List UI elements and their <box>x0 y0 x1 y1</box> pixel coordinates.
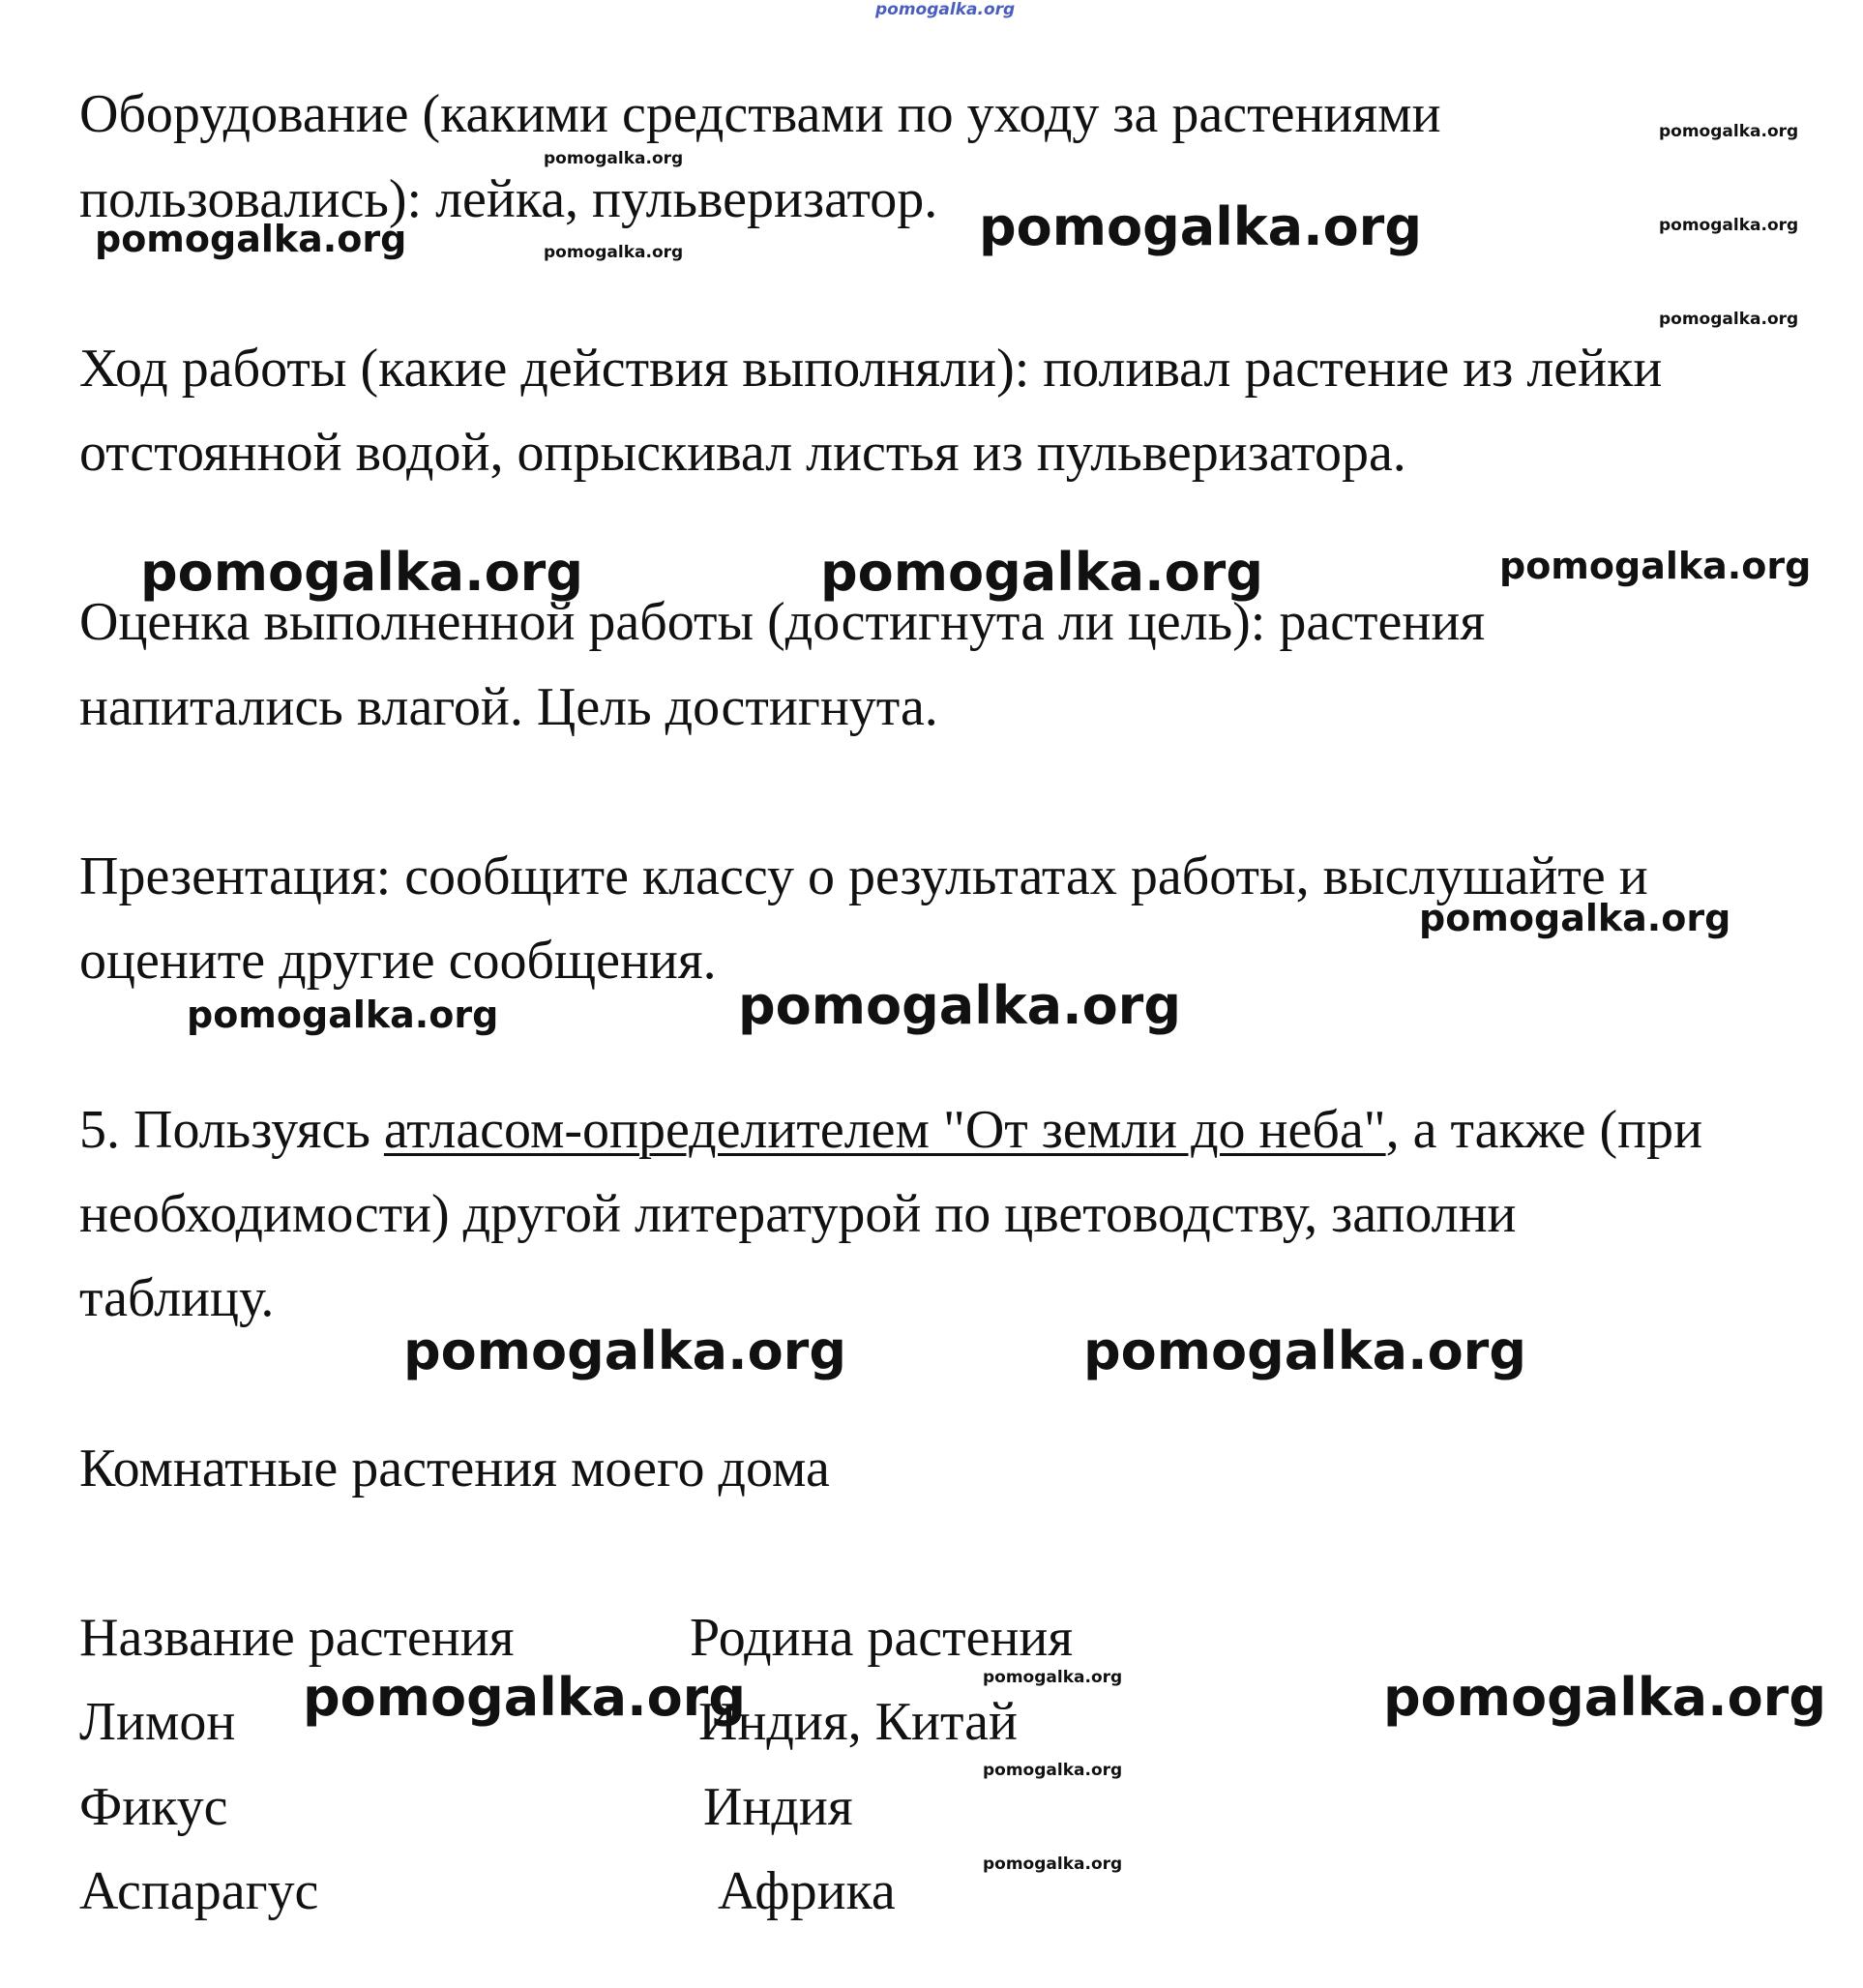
watermark: pomogalka.org <box>1083 1320 1526 1381</box>
watermark: pomogalka.org <box>95 218 407 260</box>
watermark: pomogalka.org <box>1659 310 1799 329</box>
process-line-1: Ход работы (какие действия выполняли): поливал растение из лейки <box>79 339 1663 399</box>
watermark: pomogalka.org <box>979 196 1422 257</box>
watermark: pomogalka.org <box>544 243 684 262</box>
table-row-1-origin: Индия, Китай <box>698 1692 1018 1752</box>
watermark: pomogalka.org <box>983 1761 1123 1780</box>
watermark: pomogalka.org <box>403 1320 846 1381</box>
task5-line-2: необходимости) другой литературой по цветоводству, заполни <box>79 1184 1517 1244</box>
watermark: pomogalka.org <box>738 975 1181 1036</box>
presentation-line-2: оцените другие сообщения. <box>79 931 717 991</box>
equipment-line-1: Оборудование (какими средствами по уходу за растениями <box>79 84 1441 144</box>
task5-prefix: 5. Пользуясь <box>79 1100 384 1160</box>
evaluation-line-1: Оценка выполненной работы (достигнута ли цель): растения <box>79 592 1486 652</box>
watermark: pomogalka.org <box>1499 545 1812 587</box>
task5-line-3: таблицу. <box>79 1268 275 1328</box>
table-header-name: Название растения <box>79 1608 515 1668</box>
table-row-3-origin: Африка <box>718 1861 896 1921</box>
watermark: pomogalka.org <box>303 1667 746 1728</box>
table-row-2-origin: Индия <box>703 1777 853 1837</box>
table-row-2-name: Фикус <box>79 1777 228 1837</box>
equipment-line-2: пользовались): лейка, пульверизатор. <box>79 169 938 229</box>
watermark: pomogalka.org <box>187 994 499 1036</box>
watermark: pomogalka.org <box>1659 122 1799 141</box>
presentation-line-1: Презентация: сообщите классу о результатах работы, выслушайте и <box>79 846 1648 906</box>
atlas-link[interactable]: атласом-определителем "От земли до неба" <box>383 1100 1386 1160</box>
watermark-top: pomogalka.org <box>875 0 1016 19</box>
process-line-2: отстоянной водой, опрыскивал листья из пульверизатора. <box>79 423 1406 483</box>
watermark: pomogalka.org <box>820 542 1263 603</box>
table-header-origin: Родина растения <box>690 1608 1074 1668</box>
task5-suffix: , а также (при <box>1385 1100 1703 1160</box>
watermark: pomogalka.org <box>140 542 583 603</box>
evaluation-line-2: напитались влагой. Цель достигнута. <box>79 677 938 737</box>
watermark: pomogalka.org <box>1419 897 1731 939</box>
watermark: pomogalka.org <box>544 149 684 168</box>
watermark: pomogalka.org <box>983 1668 1123 1687</box>
watermark: pomogalka.org <box>1383 1667 1826 1728</box>
watermark: pomogalka.org <box>1659 216 1799 235</box>
table-title: Комнатные растения моего дома <box>79 1439 830 1498</box>
watermark: pomogalka.org <box>983 1854 1123 1874</box>
table-row-3-name: Аспарагус <box>79 1861 319 1921</box>
table-row-1-name: Лимон <box>79 1692 236 1752</box>
task5-line-1 <box>79 1100 1703 1160</box>
